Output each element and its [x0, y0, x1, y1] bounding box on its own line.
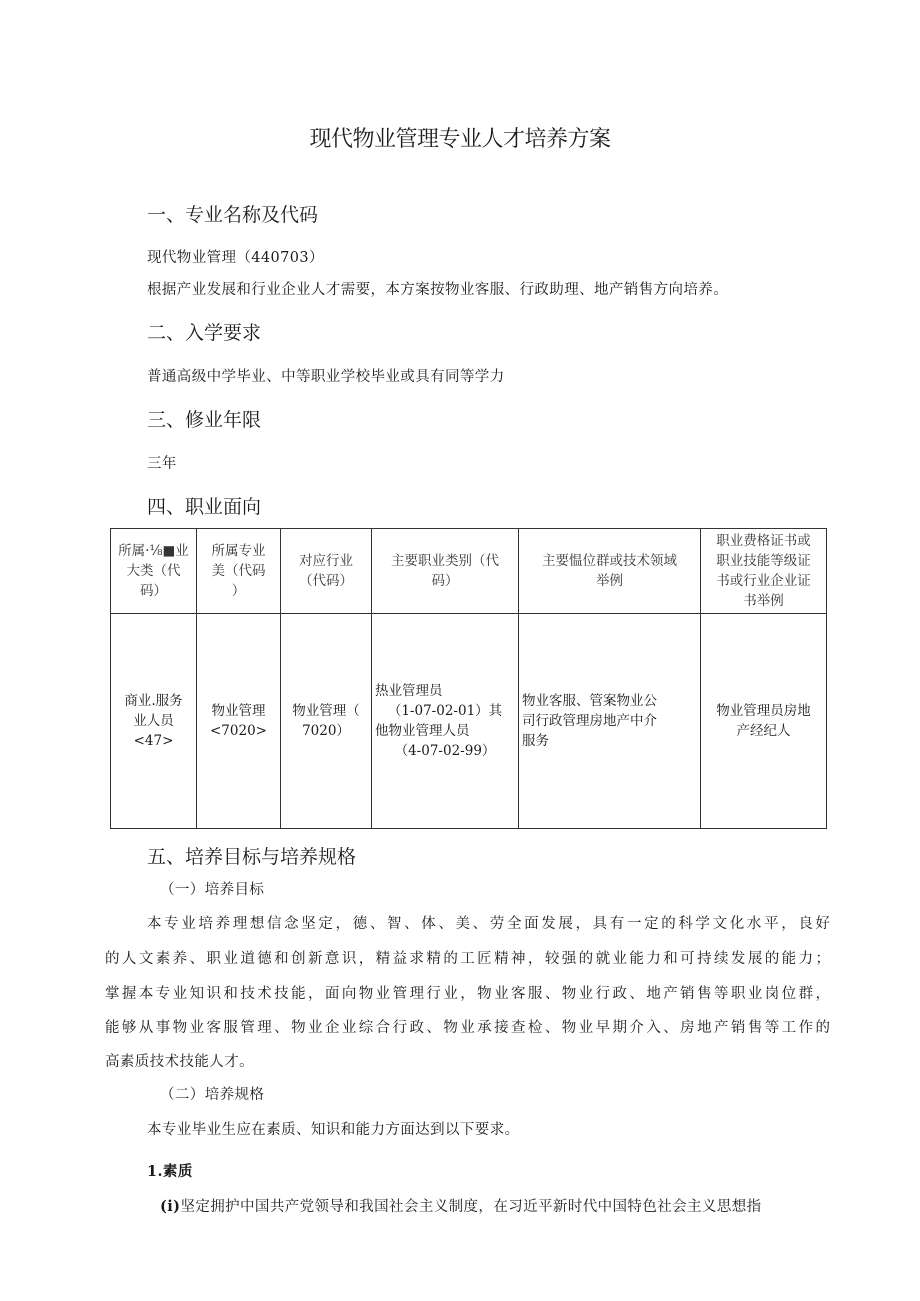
page-title: 现代物业管理专业人才培养方案	[309, 127, 611, 152]
header-major-class: 所属专业 美（代码 ）	[197, 529, 281, 614]
quality-item-text: 坚定拥护中国共产党领导和我国社会主义制度，在习近平新时代中国特色社会主义思想指	[180, 1199, 762, 1215]
header-occupation-type: 主要职业类别（代 码）	[372, 529, 519, 614]
table-row	[111, 614, 827, 829]
cell-industry: 物业管理（ 7020）	[281, 614, 372, 829]
cell-major-class: 物业管理 <7020>	[197, 614, 281, 829]
section-3-heading: 三、修业年限	[147, 409, 262, 431]
cell-category: 商业.服务 业人员<47>	[111, 614, 197, 829]
admission-requirement: 普通高级中学毕业、中等职业学校毕业或具有同等学力	[147, 369, 505, 385]
section-1-heading: 一、专业名称及代码	[147, 204, 319, 226]
spec-intro: 本专业毕业生应在素质、知识和能力方面达到以下要求。	[147, 1122, 520, 1138]
subheading-spec: （二）培养规格	[160, 1087, 265, 1103]
quality-item-1	[160, 1195, 762, 1216]
goal-line-4: 能够从事物业客服管理、物业企业综合行政、物业承接查检、物业早期介入、房地产销售等工作的	[105, 1020, 830, 1036]
goal-line-5: 高素质技术技能人才。	[105, 1054, 254, 1070]
study-duration: 三年	[147, 456, 177, 472]
header-industry: 对应行业 （代码）	[281, 529, 372, 614]
table-header-row	[111, 529, 827, 614]
cell-positions: 物业客服、管案物业公 司行政管理房地产中介 服务	[519, 614, 701, 829]
subheading-goal: （一）培养目标	[160, 882, 265, 898]
quality-heading: 1.素质	[147, 1163, 193, 1180]
header-category: 所属·⅛■业 大类（代 码）	[111, 529, 197, 614]
goal-line-2: 的人文素养、职业道德和创新意识，精益求精的工匠精神，较强的就业能力和可持续发展的能力；	[105, 951, 830, 967]
goal-line-3: 掌握本专业知识和技术技能，面向物业管理行业，物业客服、物业行政、地产销售等职业岗位群，	[105, 986, 830, 1002]
section-4-heading: 四、职业面向	[147, 496, 262, 518]
training-direction: 根据产业发展和行业企业人才需要，本方案按物业客服、行政助理、地产销售方向培养。	[147, 282, 729, 298]
goal-line-1: 本专业培养理想信念坚定，德、智、体、美、劳全面发展，具有一定的科学文化水平，良好	[147, 916, 830, 932]
section-2-heading: 二、入学要求	[147, 322, 262, 344]
header-positions: 主要愠位群或技术领域 举例	[519, 529, 701, 614]
header-certificates: 职业费格证书或 职业技能等级证 书或行业企业证 书举例	[701, 529, 827, 614]
quality-item-label: (i)	[160, 1198, 181, 1215]
major-name-code: 现代物业管理（440703）	[147, 250, 324, 266]
occupation-table	[110, 528, 827, 829]
cell-certificates: 物业管理员房地 产经纪人	[701, 614, 827, 829]
section-5-heading: 五、培养目标与培养规格	[147, 846, 357, 868]
cell-occupation-type: 热业管理员 （1-07-02-01）其 他物业管理人员 （4-07-02-99）	[372, 614, 519, 829]
